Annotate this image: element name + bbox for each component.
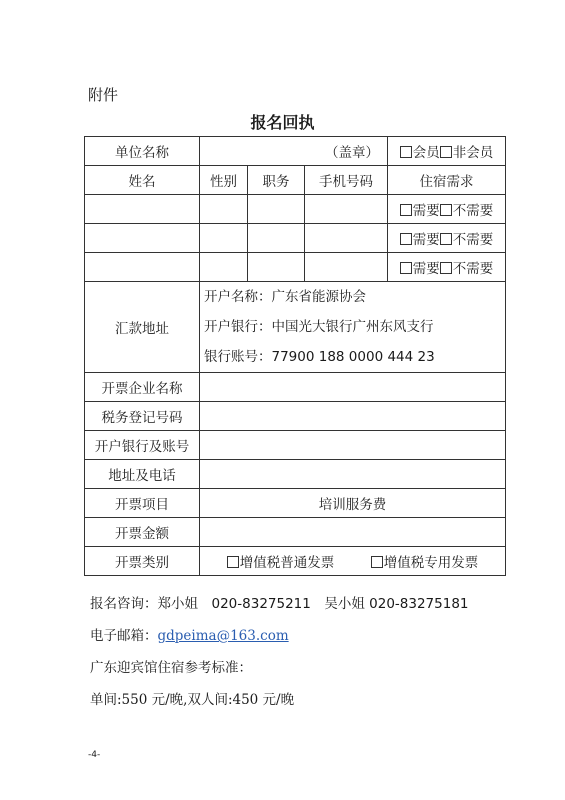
bank-account-label: 开户银行及账号 [85, 431, 200, 460]
form-title: 报名回执 [250, 113, 315, 132]
attendee-row [85, 195, 506, 224]
col-phone: 手机号码 [305, 166, 388, 195]
room-rates: 单间:550 元/晚,双人间:450 元/晚 [90, 692, 295, 708]
lodging-cell [388, 195, 506, 224]
address-phone-field[interactable] [200, 460, 506, 489]
seal-note: （盖章） [325, 145, 380, 161]
invoice-amount-field[interactable] [200, 518, 506, 547]
col-name: 姓名 [85, 166, 200, 195]
header-row [85, 166, 506, 195]
unit-name-field[interactable] [200, 137, 388, 166]
invoice-item-value: 培训服务费 [200, 489, 506, 518]
tax-id-field[interactable] [200, 402, 506, 431]
need-label: 需要 [412, 261, 440, 277]
phone-cell[interactable] [305, 224, 388, 253]
consult-info: 报名咨询：郑小姐 020-83275211 吴小姐 020-83275181 [90, 596, 469, 612]
position-cell[interactable] [248, 195, 305, 224]
no-need-checkbox[interactable] [440, 204, 452, 216]
need-label: 需要 [412, 203, 440, 219]
nonmember-checkbox[interactable] [440, 146, 452, 158]
need-checkbox[interactable] [400, 262, 412, 274]
invoice-amount-label: 开票金额 [85, 518, 200, 547]
name-cell[interactable] [85, 195, 200, 224]
invoice-company-row [85, 373, 506, 402]
account-name: 开户名称：广东省能源协会 [204, 289, 366, 305]
email-link[interactable]: gdpeima@163.com [157, 628, 289, 644]
gender-cell[interactable] [200, 253, 248, 282]
vat-normal-checkbox[interactable] [227, 556, 239, 568]
bank-account-row [85, 431, 506, 460]
invoice-type-row [85, 547, 506, 576]
remittance-row [85, 282, 506, 373]
gender-cell[interactable] [200, 195, 248, 224]
need-checkbox[interactable] [400, 204, 412, 216]
position-cell[interactable] [248, 253, 305, 282]
col-gender: 性别 [200, 166, 248, 195]
invoice-company-field[interactable] [200, 373, 506, 402]
attachment-label: 附件 [88, 86, 119, 104]
address-phone-row [85, 460, 506, 489]
tax-id-label: 税务登记号码 [85, 402, 200, 431]
phone-cell[interactable] [305, 253, 388, 282]
remit-label: 汇款地址 [85, 282, 200, 373]
remittance-details [200, 282, 506, 373]
col-position: 职务 [248, 166, 305, 195]
col-lodging: 住宿需求 [388, 166, 506, 195]
invoice-company-label: 开票企业名称 [85, 373, 200, 402]
bank-name: 开户银行：中国光大银行广州东风支行 [204, 319, 434, 335]
invoice-type-options [200, 547, 506, 576]
email-line [90, 624, 289, 644]
vat-normal-label: 增值税普通发票 [239, 555, 335, 571]
gender-cell[interactable] [200, 224, 248, 253]
name-cell[interactable] [85, 224, 200, 253]
invoice-amount-row [85, 518, 506, 547]
vat-special-checkbox[interactable] [371, 556, 383, 568]
no-need-label: 不需要 [452, 261, 494, 277]
attendee-row [85, 253, 506, 282]
no-need-checkbox[interactable] [440, 233, 452, 245]
lodging-cell [388, 253, 506, 282]
membership-cell [388, 137, 506, 166]
unit-row [85, 137, 506, 166]
address-phone-label: 地址及电话 [85, 460, 200, 489]
lodging-cell [388, 224, 506, 253]
registration-table [84, 136, 506, 576]
tax-id-row [85, 402, 506, 431]
need-label: 需要 [412, 232, 440, 248]
need-checkbox[interactable] [400, 233, 412, 245]
invoice-item-row [85, 489, 506, 518]
no-need-checkbox[interactable] [440, 262, 452, 274]
phone-cell[interactable] [305, 195, 388, 224]
invoice-type-label: 开票类别 [85, 547, 200, 576]
page-number: -4- [88, 750, 101, 760]
position-cell[interactable] [248, 224, 305, 253]
name-cell[interactable] [85, 253, 200, 282]
invoice-item-label: 开票项目 [85, 489, 200, 518]
account-number: 银行账号：77900 188 0000 444 23 [204, 349, 435, 365]
no-need-label: 不需要 [452, 232, 494, 248]
hotel-note: 广东迎宾馆住宿参考标准： [90, 660, 252, 676]
bank-account-field[interactable] [200, 431, 506, 460]
email-label: 电子邮箱： [90, 628, 158, 644]
attendee-row [85, 224, 506, 253]
member-checkbox[interactable] [400, 146, 412, 158]
vat-special-label: 增值税专用发票 [383, 555, 479, 571]
no-need-label: 不需要 [452, 203, 494, 219]
unit-name-label: 单位名称 [85, 137, 200, 166]
nonmember-label: 非会员 [452, 145, 494, 161]
member-label: 会员 [412, 145, 440, 161]
